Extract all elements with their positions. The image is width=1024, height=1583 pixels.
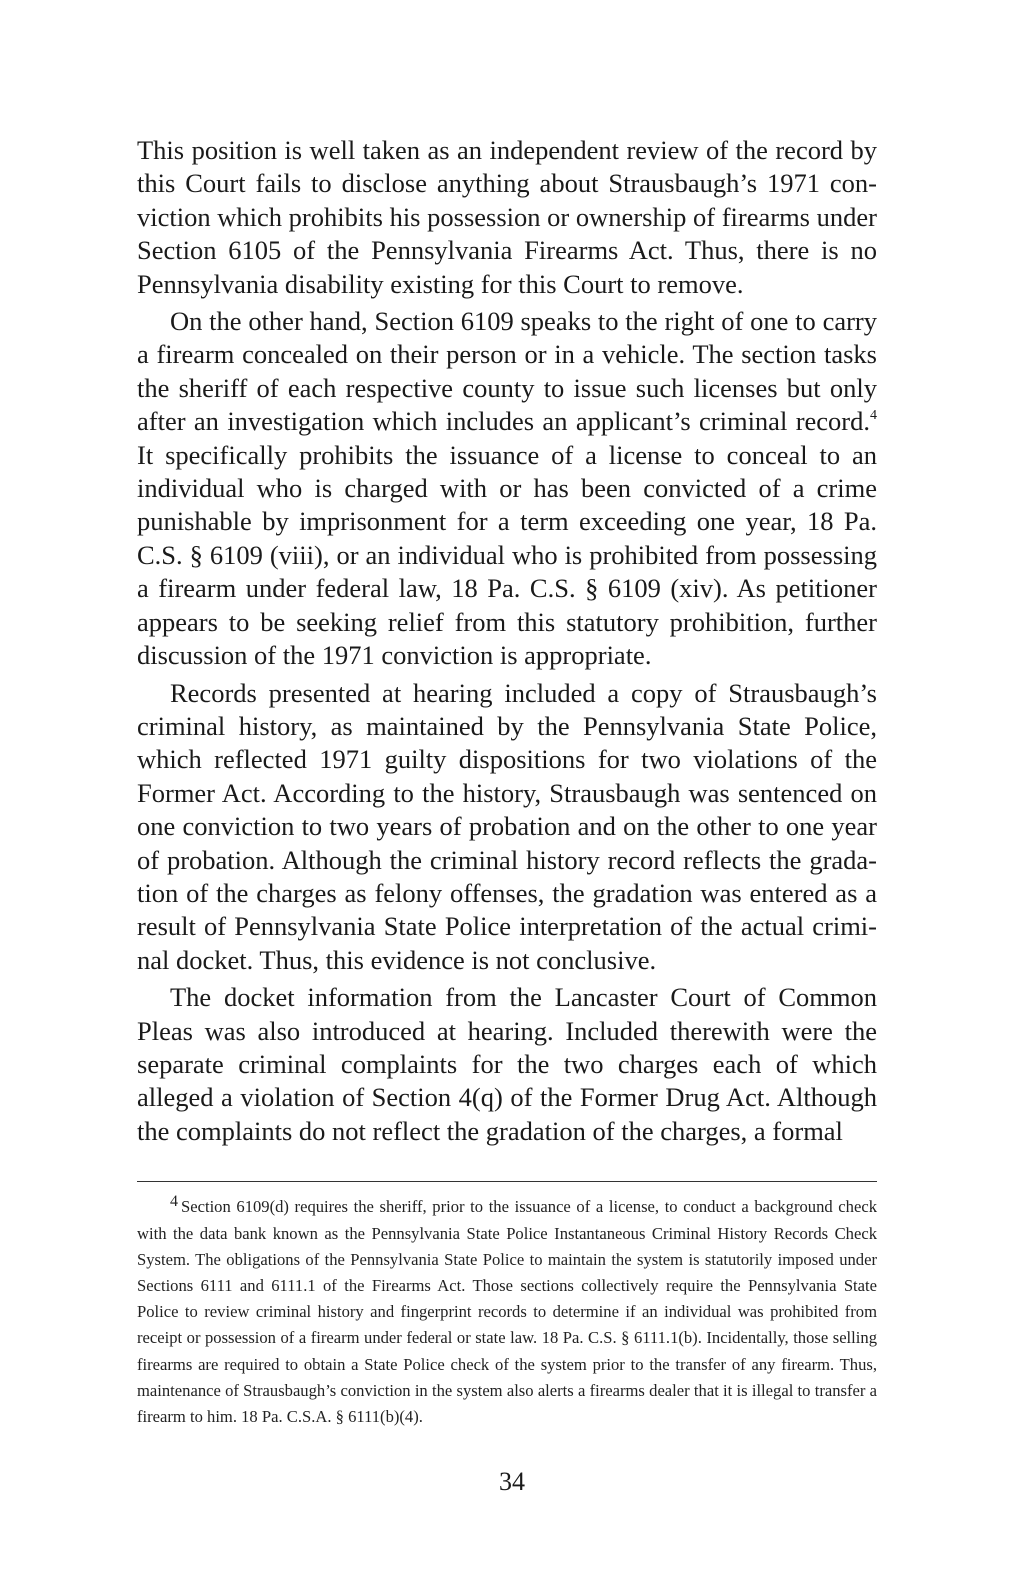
footnote-text: Section 6109(d) requires the sheriff, prior to the issuance of a license, to conduct a background check with the data bank known as the Pennsylvania State Police Instantaneous Criminal History Records Check System. The obligations of the Pennsylvania State Police to maintain the system is statutorily imposed under Sections 6111 and 6111.1 of the Firearms Act. Those sections collectively require the Pennsylvania State Police to review criminal history and fingerprint records to determine if an individual was prohibited from receipt or possession of a firearm under federal or state law. 18 Pa. C.S. § 6111.1(b). Incidentally, those selling firearms are required to obtain a State Police check of the system prior to the transfer of any firearm. Thus, maintenance of Strausbaugh’s conviction in the system also alerts a firearms dealer that it is illegal to transfer a firearm to him. 18 Pa. C.S.A. § 6111(b)(4). [137,1197,877,1426]
main-text [137,134,877,1152]
paragraph-2-continued: It specifically prohibits the issuance of a license to conceal to an individual who is charged with or has been convicted of a crime punishable by imprisonment for a term exceeding one year, 18 Pa. C.S. § 6109 (viii), or an individual who is prohibited from possessing a firearm under federal law, 18 Pa. C.S. § 6109 (xiv). As petitioner appears to be seeking relief from this statutory prohibition, further discussion of the 1971 conviction is appropriate. [137,439,877,671]
page-number: 34 [499,1467,525,1496]
footnote-divider [137,1181,877,1182]
footnote-marker: 4 [170,1193,178,1210]
paragraph-2-text: On the other hand, Section 6109 speaks to the right of one to carry a firearm concealed on their person or in a vehicle. The section tasks the sheriff of each respective county to issue such licenses but only after an investigation which includes an applicant’s criminal record. [137,306,877,437]
paragraph-2 [137,305,877,672]
paragraph-3: Records presented at hearing included a copy of Strausbaugh’s criminal history, as maintained by the Pennsylvania State Police, which reflected 1971 guilty dispositions for two violations of the Former Act. According to the history, Strausbaugh was sentenced on one conviction to two years of probation and on the other to one year of probation. Although the criminal history record reflects the gradation of the charges as felony offenses, the gradation was entered as a result of Pennsylvania State Police interpretation of the actual criminal docket. Thus, this evidence is not conclusive. [137,677,877,975]
footnote [137,1194,877,1430]
paragraph-1: This position is well taken as an independent review of the record by this Court fails to disclose anything about Strausbaugh’s 1971 conviction which prohibits his possession or ownership of firearms under Section 6105 of the Pennsylvania Firearms Act. Thus, there is no Pennsylvania disability existing for this Court to remove. [137,135,877,299]
footnote-reference[interactable]: 4 [870,408,877,424]
paragraph-4: The docket information from the Lancaster Court of Common Pleas was also introduced at hearing. Included therewith were the separate criminal complaints for the two charges each of which alleged a violation of Section 4(q) of the Former Drug Act. Although the complaints do not reflect the gradation of the charges, a formal [137,982,877,1146]
